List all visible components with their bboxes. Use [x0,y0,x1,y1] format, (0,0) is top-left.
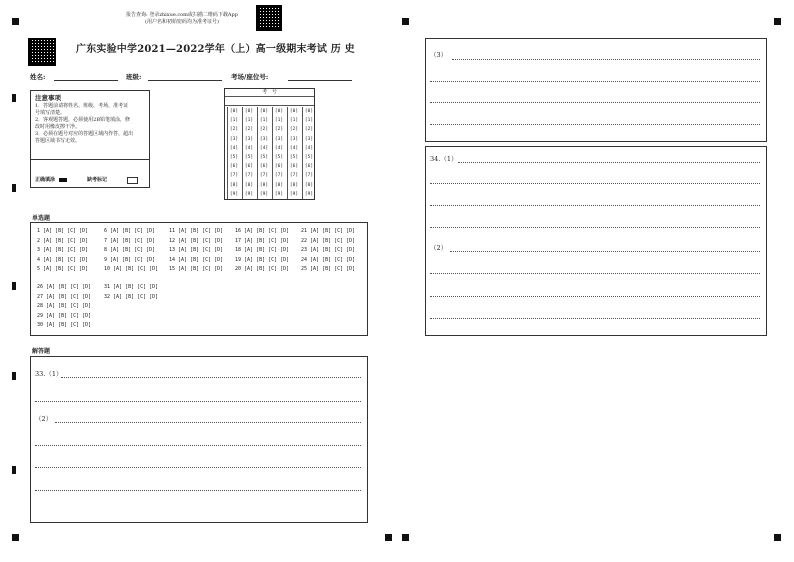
exam-digit-bubble[interactable]: [2] [244,127,254,133]
question-row[interactable]: 25 [A] [B] [C] [D] [301,266,356,272]
exam-number-title: 考 号 [225,89,314,97]
exam-digit-bubble[interactable]: [0] [274,109,284,114]
exam-digit-bubble[interactable]: [4] [244,145,254,151]
question-row[interactable]: 31 [A] [B] [C] [D] [104,284,159,290]
answer-line[interactable] [55,422,361,423]
exam-digit-bubble[interactable]: [1] [244,118,254,124]
question-row[interactable]: 17 [A] [B] [C] [D] [235,237,290,244]
report-note-line2: (用户名和初始密码均为准考证号) [145,19,219,25]
corner-mark-bottom-left [12,534,19,541]
report-note [112,12,252,26]
exam-digit-bubble[interactable]: [9] [274,191,284,197]
notice-title: 注意事项 [35,94,61,102]
question-row[interactable]: 21 [A] [B] [C] [D] [301,228,356,234]
exam-digit-bubble[interactable]: [1] [304,118,314,124]
notice-divider [31,159,149,160]
question-row[interactable]: 12 [A] [B] [C] [D] [169,237,224,244]
single-choice-title: 单选题 [32,215,51,222]
exam-digit-bubble[interactable]: [0] [304,109,314,114]
exam-digit-bubble[interactable]: [4] [289,145,299,151]
question-group [301,228,355,276]
question-row[interactable]: 4 [A] [B] [C] [D] [37,256,89,263]
student-qr-code [28,38,56,66]
exam-digit-bubble[interactable]: [3] [274,136,284,142]
corner-mark-bottom-right [774,534,781,541]
answer-line[interactable] [430,81,760,82]
question-row[interactable]: 1 [A] [B] [C] [D] [37,228,89,234]
question-group [37,228,88,276]
exam-title: 广东实验中学2021—2022学年（上）高一级期末考试 历 史 [76,44,355,55]
answer-line[interactable] [430,102,760,103]
question-row[interactable]: 13 [A] [B] [C] [D] [169,247,224,253]
corner-mark-top-left [12,18,19,25]
exam-number-column [257,107,270,199]
answer-box-33-part3 [425,38,767,142]
exam-digit-bubble[interactable]: [4] [274,145,284,151]
question-row[interactable]: 20 [A] [B] [C] [D] [235,266,290,272]
exam-digit-bubble[interactable]: [4] [229,145,239,151]
exam-digit-bubble[interactable]: [0] [259,109,269,114]
timing-mark [12,372,16,380]
exam-number-column [287,107,300,199]
answer-line[interactable] [430,124,760,125]
exam-digit-bubble[interactable]: [3] [289,136,299,142]
exam-digit-bubble[interactable]: [6] [259,164,269,170]
exam-digit-bubble[interactable]: [1] [274,118,284,124]
exam-number-columns [225,99,314,199]
answer-box-34 [425,146,767,336]
question-row[interactable]: 3 [A] [B] [C] [D] [37,247,89,253]
exam-number-column [302,107,315,199]
notice-box [30,90,150,188]
answer-line[interactable] [35,467,361,468]
download-qr-code [256,5,282,31]
q34-part1-label: 34.（1） [430,155,458,163]
question-row[interactable]: 16 [A] [B] [C] [D] [235,228,290,234]
exam-digit-bubble[interactable]: [9] [259,191,269,197]
exam-digit-bubble[interactable]: [4] [304,145,314,151]
exam-digit-bubble[interactable]: [8] [304,182,314,188]
question-row[interactable]: 27 [A] [B] [C] [D] [37,293,92,300]
timing-mark [12,184,16,192]
notice-line: 答题区域书写无效。 [35,138,81,144]
question-row[interactable]: 10 [A] [B] [C] [D] [104,266,159,272]
exam-digit-bubble[interactable]: [3] [304,136,314,142]
name-label: 姓名: [30,73,46,81]
answer-line[interactable] [452,59,760,60]
exam-digit-bubble[interactable]: [1] [289,118,299,124]
question-row[interactable]: 19 [A] [B] [C] [D] [235,256,290,263]
exam-digit-bubble[interactable]: [3] [259,136,269,142]
answer-line[interactable] [35,401,361,402]
question-row[interactable]: 32 [A] [B] [C] [D] [104,293,159,300]
exam-digit-bubble[interactable]: [0] [244,109,254,114]
timing-mark [402,534,409,541]
timing-mark [12,94,16,102]
answer-line[interactable] [430,318,760,319]
q33-part2-label: （2） [35,415,53,423]
timing-mark [385,534,392,541]
corner-mark-top-right [774,18,781,25]
answer-box-33 [30,356,368,523]
exam-digit-bubble[interactable]: [8] [229,182,239,188]
question-group [235,228,289,276]
filled-mark-example [59,178,67,182]
exam-digit-bubble[interactable]: [0] [229,109,239,114]
exam-digit-bubble[interactable]: [3] [244,136,254,142]
exam-digit-bubble[interactable]: [0] [289,109,299,114]
exam-digit-bubble[interactable]: [1] [259,118,269,124]
exam-digit-bubble[interactable]: [2] [259,127,269,133]
exam-digit-bubble[interactable]: [7] [244,173,254,179]
notice-line: 改时用橡皮擦干净。 [35,124,81,130]
question-row[interactable]: 14 [A] [B] [C] [D] [169,256,224,263]
exam-digit-bubble[interactable]: [5] [229,155,239,161]
answer-section-title: 解答题 [32,348,51,355]
question-group [169,228,223,276]
question-group [104,228,158,276]
exam-digit-bubble[interactable]: [9] [289,191,299,197]
question-row[interactable]: 6 [A] [B] [C] [D] [104,228,156,234]
name-field[interactable] [54,80,118,81]
answer-line[interactable] [35,490,361,491]
q33-part3-label: （3） [430,51,448,59]
exam-digit-bubble[interactable]: [1] [229,118,239,124]
exam-digit-bubble[interactable]: [5] [244,155,254,161]
exam-digit-bubble[interactable]: [6] [304,164,314,170]
exam-digit-bubble[interactable]: [9] [244,191,254,197]
exam-digit-bubble[interactable]: [8] [259,182,269,188]
exam-digit-bubble[interactable]: [4] [259,145,269,151]
q34-part2-label: （2） [430,244,448,252]
exam-digit-bubble[interactable]: [8] [274,182,284,188]
answer-line[interactable] [430,227,760,228]
question-row[interactable]: 26 [A] [B] [C] [D] [37,284,92,290]
answer-line[interactable] [430,205,760,206]
answer-line[interactable] [430,183,760,184]
exam-digit-bubble[interactable]: [3] [229,136,239,142]
class-label: 班级: [126,73,142,81]
exam-digit-bubble[interactable]: [7] [259,173,269,179]
question-row[interactable]: 7 [A] [B] [C] [D] [104,237,156,244]
timing-mark [402,18,409,25]
fill-example-label: 正确填涂 [35,177,56,183]
answer-line[interactable] [430,273,760,274]
exam-digit-bubble[interactable]: [2] [229,127,239,133]
question-row[interactable]: 11 [A] [B] [C] [D] [169,228,224,234]
exam-digit-bubble[interactable]: [6] [289,164,299,170]
exam-digit-bubble[interactable]: [7] [289,173,299,179]
question-row[interactable]: 23 [A] [B] [C] [D] [301,247,356,253]
exam-digit-bubble[interactable]: [8] [289,182,299,188]
timing-mark [12,466,16,474]
answer-line[interactable] [450,251,760,252]
exam-digit-bubble[interactable]: [7] [229,173,239,179]
exam-digit-bubble[interactable]: [9] [304,191,314,197]
exam-digit-bubble[interactable]: [2] [274,127,284,133]
exam-digit-bubble[interactable]: [7] [304,173,314,179]
question-row[interactable]: 18 [A] [B] [C] [D] [235,247,290,253]
single-choice-box [30,222,368,336]
question-row[interactable]: 28 [A] [B] [C] [D] [37,303,92,309]
single-choice-area [31,223,367,335]
question-group [104,284,158,303]
class-field[interactable] [148,80,222,81]
exam-number-grid [224,88,315,200]
q33-part1-label: 33.（1） [35,370,63,378]
exam-digit-bubble[interactable]: [7] [274,173,284,179]
exam-digit-bubble[interactable]: [8] [244,182,254,188]
exam-digit-bubble[interactable]: [5] [289,155,299,161]
room-seat-label: 考场/座位号: [231,73,269,81]
exam-digit-bubble[interactable]: [5] [274,155,284,161]
question-row[interactable]: 2 [A] [B] [C] [D] [37,237,89,244]
notice-line: 号填写清楚。 [35,110,66,116]
notice-line: 1．答题前请将姓名、班级、考场、准考证 [35,103,129,109]
exam-number-column [272,107,285,199]
answer-line[interactable] [430,296,760,297]
exam-digit-bubble[interactable]: [6] [229,164,239,170]
question-row[interactable]: 8 [A] [B] [C] [D] [104,247,156,253]
question-row[interactable]: 24 [A] [B] [C] [D] [301,256,356,263]
question-row[interactable]: 9 [A] [B] [C] [D] [104,256,156,263]
answer-line[interactable] [458,162,760,163]
question-row[interactable]: 5 [A] [B] [C] [D] [37,266,89,272]
exam-digit-bubble[interactable]: [5] [259,155,269,161]
room-seat-field[interactable] [288,80,352,81]
notice-line: 2．客观题答题，必须使用2B铅笔填涂，修 [35,117,131,123]
question-row[interactable]: 30 [A] [B] [C] [D] [37,322,92,328]
timing-mark [12,282,16,290]
report-note-line1: 报告查询: 登录zhixue.com或扫描二维码下载App [126,12,238,18]
exam-digit-bubble[interactable]: [5] [304,155,314,161]
exam-digit-bubble[interactable]: [9] [229,191,239,197]
question-row[interactable]: 22 [A] [B] [C] [D] [301,237,356,244]
exam-number-column [227,107,240,199]
answer-line[interactable] [61,377,361,378]
notice-line: 3．必须在题号对应的答题区域内作答，超出 [35,131,134,137]
exam-digit-bubble[interactable]: [2] [289,127,299,133]
exam-digit-bubble[interactable]: [6] [244,164,254,170]
notice-lines [35,103,147,145]
exam-digit-bubble[interactable]: [6] [274,164,284,170]
answer-line[interactable] [35,445,361,446]
absent-mark-box[interactable] [127,177,138,184]
absent-mark-label: 缺考标记 [87,177,108,183]
question-group [37,284,91,332]
question-row[interactable]: 29 [A] [B] [C] [D] [37,312,92,319]
question-row[interactable]: 15 [A] [B] [C] [D] [169,266,224,272]
exam-number-column [242,107,255,199]
exam-digit-bubble[interactable]: [2] [304,127,314,133]
